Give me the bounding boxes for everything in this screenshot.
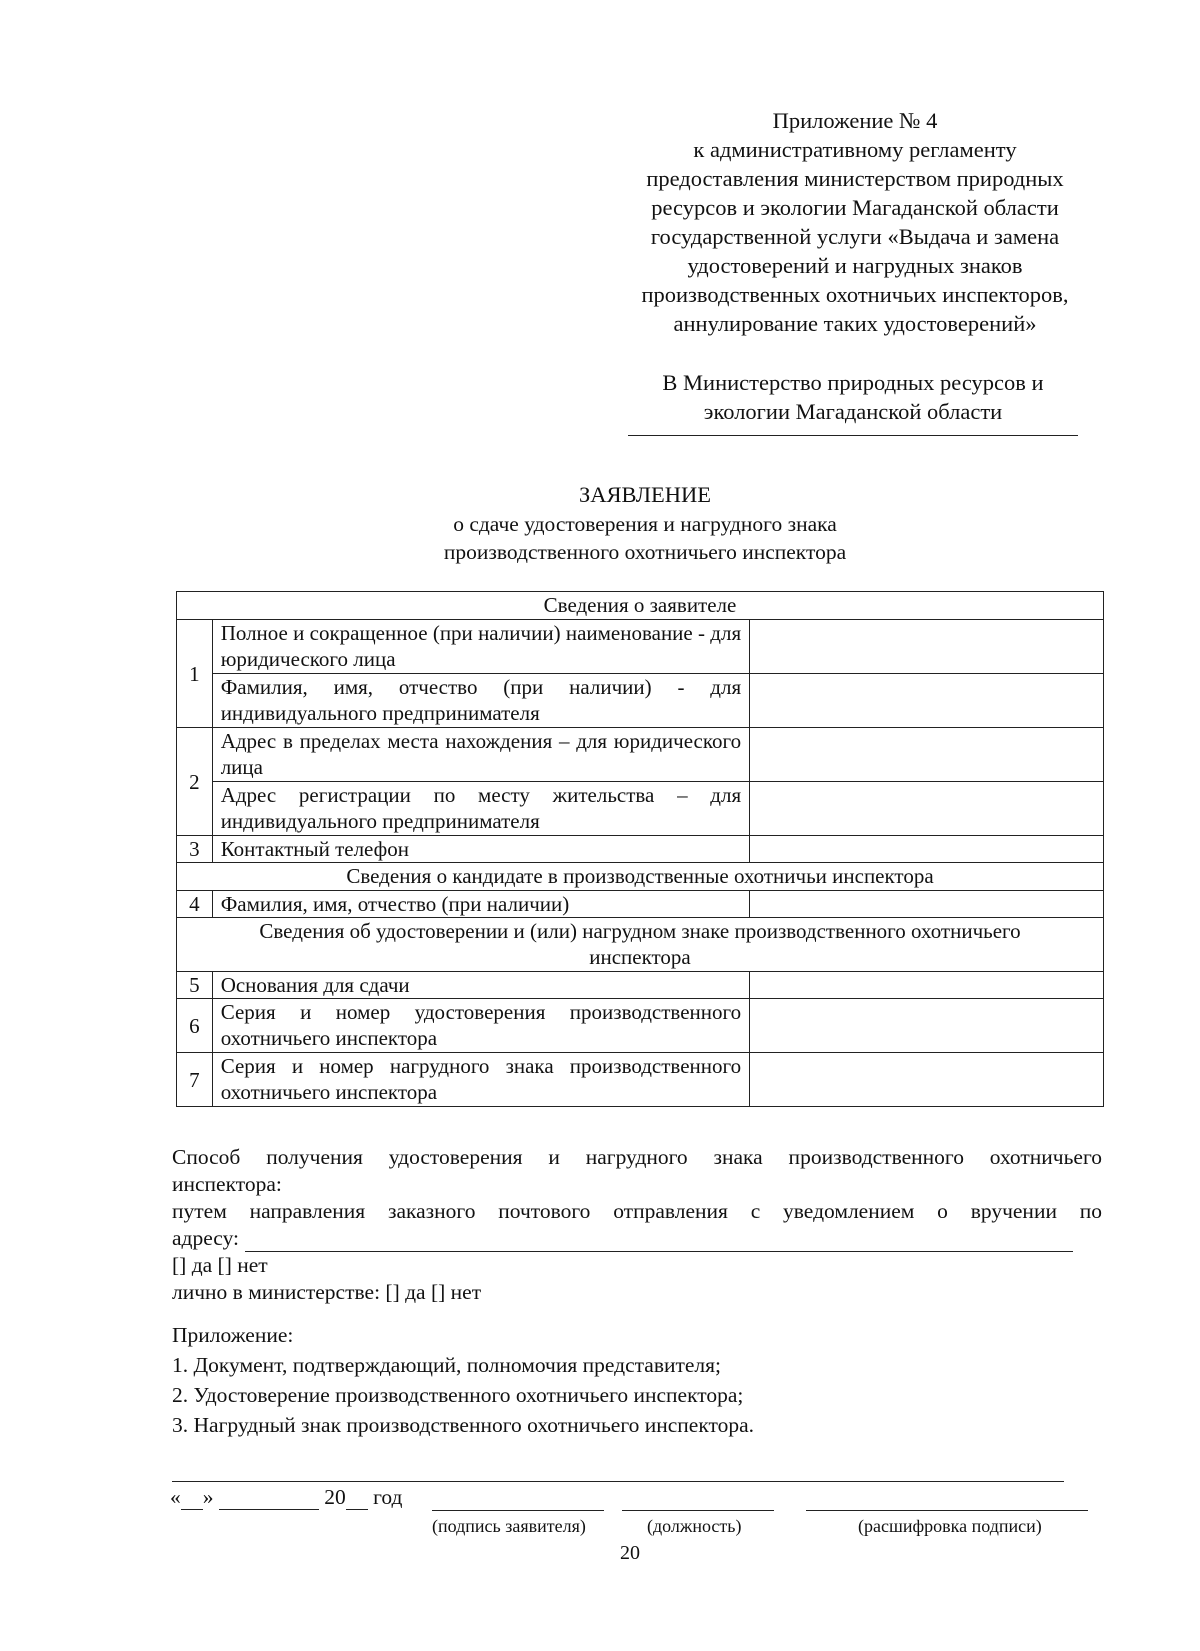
row-number: 4	[177, 891, 213, 918]
table-row	[177, 728, 1104, 782]
name-line[interactable]	[806, 1510, 1088, 1511]
field-label-full-name-org: Полное и сокращенное (при наличии) наименование - для юридического лица	[212, 620, 749, 674]
table-section-row	[177, 918, 1104, 972]
field-label-certificate-number: Серия и номер удостоверения производственного охотничьего инспектора	[212, 999, 749, 1053]
attachments-heading: Приложение:	[172, 1323, 294, 1347]
appendix-line: аннулирование таких удостоверений»	[673, 311, 1037, 336]
field-value-address-entrepreneur[interactable]	[750, 782, 1104, 836]
appendix-line: Приложение № 4	[772, 108, 938, 133]
addressee-underline	[628, 435, 1078, 436]
table-row	[177, 891, 1104, 918]
appendix-line: удостоверений и нагрудных знаков	[687, 253, 1023, 278]
year-suffix: год	[373, 1485, 403, 1509]
attachments-list	[172, 1320, 1102, 1440]
field-value-address-org[interactable]	[750, 728, 1104, 782]
address-input-line[interactable]	[245, 1229, 1073, 1252]
table-row	[177, 836, 1104, 863]
position-line[interactable]	[622, 1510, 774, 1511]
table-row	[177, 674, 1104, 728]
field-value-full-name-org[interactable]	[750, 620, 1104, 674]
appendix-line: государственной услуги «Выдача и замена	[650, 224, 1060, 249]
appendix-line: предоставления министерством природных	[646, 166, 1064, 191]
date-field[interactable]	[170, 1485, 402, 1510]
field-value-grounds[interactable]	[750, 972, 1104, 999]
section-applicant: Сведения о заявителе	[177, 592, 1104, 620]
method-address-row	[172, 1225, 1102, 1252]
application-form-table	[176, 591, 1104, 1107]
field-label-candidate-fio: Фамилия, имя, отчество (при наличии)	[212, 891, 749, 918]
method-text: адресу:	[172, 1226, 240, 1250]
field-label-phone: Контактный телефон	[212, 836, 749, 863]
addressee	[628, 368, 1078, 426]
appendix-line: ресурсов и экологии Магаданской области	[651, 195, 1059, 220]
in-person-option[interactable]: лично в министерстве: [] да [] нет	[172, 1280, 482, 1304]
method-text: инспектора:	[172, 1172, 282, 1196]
field-label-fio-entrepreneur: Фамилия, имя, отчество (при наличии) - для индивидуального предпринимателя	[212, 674, 749, 728]
field-value-candidate-fio[interactable]	[750, 891, 1104, 918]
addressee-line-text: В Министерство природных ресурсов и	[662, 370, 1044, 395]
mail-option[interactable]: [] да [] нет	[172, 1253, 268, 1277]
appendix-line: к административному регламенту	[693, 137, 1017, 162]
quote-close: »	[202, 1485, 214, 1509]
list-item: 2. Удостоверение производственного охотничьего инспектора;	[172, 1383, 744, 1407]
table-section-row	[177, 863, 1104, 891]
caption-position: (должность)	[647, 1516, 742, 1536]
table-row	[177, 1053, 1104, 1107]
row-number: 6	[177, 999, 213, 1053]
method-text: Способ получения удостоверения и нагрудного знака производственного охотничьего	[172, 1145, 1102, 1169]
field-label-address-entrepreneur: Адрес регистрации по месту жительства – для индивидуального предпринимателя	[212, 782, 749, 836]
appendix-header	[620, 106, 1090, 338]
row-number: 5	[177, 972, 213, 999]
delivery-method	[172, 1144, 1102, 1306]
row-number: 2	[177, 728, 213, 836]
field-value-phone[interactable]	[750, 836, 1104, 863]
field-label-badge-number: Серия и номер нагрудного знака производственного охотничьего инспектора	[212, 1053, 749, 1107]
field-value-certificate-number[interactable]	[750, 999, 1104, 1053]
section-certificate: Сведения об удостоверении и (или) нагрудном знаке производственного охотничьего инспектора	[177, 918, 1104, 972]
signature-divider	[172, 1481, 1064, 1482]
table-section-row	[177, 592, 1104, 620]
row-number: 1	[177, 620, 213, 728]
document-subtitle	[300, 510, 990, 566]
field-value-fio-entrepreneur[interactable]	[750, 674, 1104, 728]
method-text: путем направления заказного почтового отправления с уведомлением о вручении по	[172, 1199, 1102, 1223]
list-item: 1. Документ, подтверждающий, полномочия представителя;	[172, 1353, 722, 1377]
year-prefix: 20	[324, 1485, 346, 1509]
subtitle-line: о сдаче удостоверения и нагрудного знака	[453, 512, 837, 536]
table-row	[177, 972, 1104, 999]
page-number: 20	[620, 1542, 640, 1564]
document-title: ЗАЯВЛЕНИЕ	[579, 482, 711, 507]
month-blank[interactable]	[219, 1489, 319, 1510]
row-number: 3	[177, 836, 213, 863]
field-label-grounds: Основания для сдачи	[212, 972, 749, 999]
list-item: 3. Нагрудный знак производственного охотничьего инспектора.	[172, 1413, 755, 1437]
caption-signature: (подпись заявителя)	[432, 1516, 586, 1536]
table-row	[177, 620, 1104, 674]
field-value-badge-number[interactable]	[750, 1053, 1104, 1107]
table-row	[177, 999, 1104, 1053]
caption-name: (расшифровка подписи)	[858, 1516, 1042, 1536]
quote-open: «	[170, 1485, 181, 1509]
field-label-address-org: Адрес в пределах места нахождения – для юридического лица	[212, 728, 749, 782]
section-candidate: Сведения о кандидате в производственные охотничьи инспектора	[177, 863, 1104, 891]
appendix-line: производственных охотничьих инспекторов,	[641, 282, 1069, 307]
table-row	[177, 782, 1104, 836]
addressee-line-text: экологии Магаданской области	[703, 399, 1003, 424]
subtitle-line: производственного охотничьего инспектора	[443, 540, 847, 564]
year-blank[interactable]	[346, 1489, 368, 1510]
day-blank[interactable]	[181, 1489, 203, 1510]
row-number: 7	[177, 1053, 213, 1107]
signature-line[interactable]	[432, 1510, 604, 1511]
